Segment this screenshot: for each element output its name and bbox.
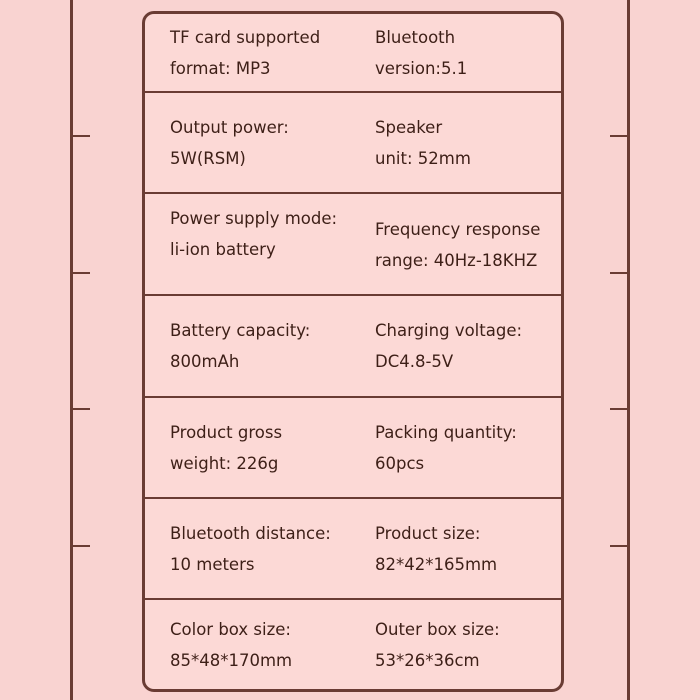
spec-cell-right bbox=[375, 296, 522, 396]
spec-cell-left bbox=[170, 398, 282, 497]
spec-label: Charging voltage: bbox=[375, 321, 523, 340]
spec-cell-left bbox=[170, 14, 320, 91]
spec-row bbox=[145, 398, 561, 497]
spec-value: unit: 52mm bbox=[375, 148, 471, 168]
spec-label: Frequency response bbox=[375, 220, 541, 239]
spec-value: li-ion battery bbox=[170, 240, 276, 259]
spec-cell-left bbox=[170, 600, 292, 689]
left-frame-line bbox=[70, 0, 73, 700]
spec-row bbox=[145, 296, 561, 396]
spec-cell-right bbox=[375, 194, 540, 294]
spec-cell-left bbox=[170, 499, 331, 598]
right-tick-mark bbox=[610, 408, 627, 410]
spec-label: Bluetooth distance: bbox=[170, 523, 331, 543]
spec-label: Power supply mode: bbox=[170, 209, 338, 228]
right-tick-mark bbox=[610, 272, 627, 274]
left-tick-mark bbox=[73, 135, 90, 137]
spec-cell-right bbox=[375, 499, 497, 598]
spec-cell-left bbox=[170, 194, 337, 294]
spec-label: Outer box size: bbox=[375, 619, 500, 639]
right-tick-mark bbox=[610, 135, 627, 137]
spec-cell-right bbox=[375, 600, 500, 689]
spec-label: Packing quantity: bbox=[375, 422, 517, 442]
spec-value: weight: 226g bbox=[170, 453, 279, 473]
spec-cell-left bbox=[170, 93, 289, 192]
right-frame-line bbox=[627, 0, 630, 700]
spec-label: TF card supported bbox=[170, 27, 321, 47]
spec-label: Output power: bbox=[170, 117, 289, 137]
spec-label: Color box size: bbox=[170, 619, 291, 639]
spec-value: 5W(RSM) bbox=[170, 148, 246, 168]
left-tick-mark bbox=[73, 272, 90, 274]
spec-value: 10 meters bbox=[170, 554, 255, 574]
spec-row bbox=[145, 14, 561, 91]
spec-row bbox=[145, 499, 561, 598]
spec-value: DC4.8-5V bbox=[375, 352, 454, 371]
spec-cell-right bbox=[375, 93, 471, 192]
spec-value: 800mAh bbox=[170, 352, 240, 371]
spec-cell-left bbox=[170, 296, 310, 396]
spec-cell-right bbox=[375, 398, 517, 497]
spec-card bbox=[142, 11, 564, 692]
spec-row bbox=[145, 194, 561, 294]
spec-value: 53*26*36cm bbox=[375, 650, 480, 670]
left-tick-mark bbox=[73, 408, 90, 410]
spec-label: Product gross bbox=[170, 422, 283, 442]
spec-label: Product size: bbox=[375, 523, 481, 543]
spec-label: Speaker bbox=[375, 117, 443, 137]
spec-label: Battery capacity: bbox=[170, 321, 311, 340]
spec-cell-right bbox=[375, 14, 467, 91]
spec-value: version:5.1 bbox=[375, 58, 468, 78]
spec-row bbox=[145, 600, 561, 689]
spec-value: range: 40Hz-18KHZ bbox=[375, 251, 538, 270]
left-tick-mark bbox=[73, 545, 90, 547]
spec-value: 85*48*170mm bbox=[170, 650, 293, 670]
right-tick-mark bbox=[610, 545, 627, 547]
spec-value: 82*42*165mm bbox=[375, 554, 498, 574]
spec-value: format: MP3 bbox=[170, 58, 271, 78]
spec-row bbox=[145, 93, 561, 192]
spec-value: 60pcs bbox=[375, 453, 425, 473]
spec-label: Bluetooth bbox=[375, 27, 456, 47]
